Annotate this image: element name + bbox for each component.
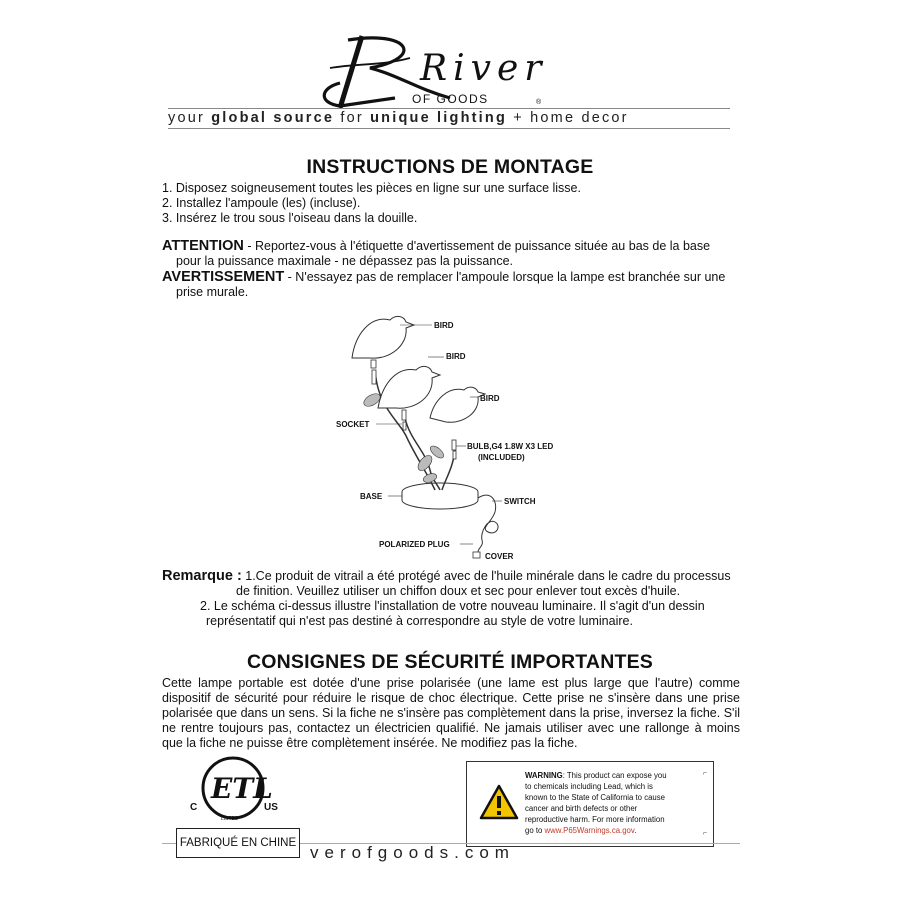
step-item: 1. Disposez soigneusement toutes les pièces en ligne sur une surface lisse. — [162, 181, 581, 195]
tagline-bottom-rule — [168, 128, 730, 129]
prop65-warning-box — [466, 761, 714, 847]
warning-triangle-icon — [479, 784, 519, 820]
label-bulb: BULB,G4 1.8W X3 LED — [467, 442, 554, 451]
svg-text:C: C — [190, 802, 198, 813]
corner-mark: ⌐ — [702, 770, 707, 777]
assembly-steps — [162, 181, 581, 226]
step-item: 3. Insérez le trou sous l'oiseau dans la douille. — [162, 211, 418, 225]
svg-text:LISTED: LISTED — [221, 816, 239, 822]
svg-text:US: US — [264, 802, 278, 813]
warning-label: WARNING — [525, 771, 563, 780]
brand-tagline: your global source for unique lighting + home decor — [168, 110, 629, 126]
label-bulb-included: (INCLUDED) — [478, 453, 525, 462]
remarque-notes: Remarque : 1.Ce produit de vitrail a été protégé avec de l'huile minérale dans le cadre du processus de finition. Veuillez utiliser un chiffon doux et sec pour enlever tout excès d'huile. 2. Le schéma ci-dessus illustre l'installation de votre nouveau luminaire. Il s'agit d'un dessin représentatif qui n'est pas destiné à correspondre au style de votre luminaire. — [162, 568, 731, 628]
safety-paragraph: Cette lampe portable est dotée d'une prise polarisée (une lame est plus large que l'autre) comme dispositif de sécurité pour réduire le risque de choc électrique. Cette prise ne s'insère dans une prise polarisée que dans un sens. Si la fiche ne s'insère pas complètement dans la prise, inversez la fiche. S'il ne rentre toujours pas, contactez un électricien qualifié. Ne jamais utiliser avec une rallonge à moins que la fiche ne puisse être complètement insérée. Ne modifiez pas la fiche. — [162, 676, 740, 750]
attention-notice: ATTENTION - Reportez-vous à l'étiquette d'avertissement de puissance située au bas de la base pour la puissance maximale - ne dépassez pas la puissance. — [162, 238, 711, 268]
label-plug: POLARIZED PLUG — [379, 540, 450, 549]
logo-wordmark: River — [420, 48, 548, 89]
label-bird: BIRD — [480, 394, 500, 403]
label-switch: SWITCH — [504, 497, 536, 506]
etl-letters: ETL — [211, 772, 273, 805]
corner-mark: ⌐ — [702, 830, 707, 837]
avertissement-label: AVERTISSEMENT — [162, 269, 285, 285]
assembly-title: INSTRUCTIONS DE MONTAGE — [306, 156, 594, 178]
label-bird: BIRD — [446, 352, 466, 361]
remarque-label: Remarque : — [162, 568, 242, 584]
website-url: verofgoods.com — [310, 843, 515, 862]
label-base: BASE — [360, 492, 383, 501]
tagline-top-rule — [168, 108, 730, 109]
step-item: 2. Installez l'ampoule (les) (incluse). — [162, 196, 361, 210]
label-bird: BIRD — [434, 321, 454, 330]
label-socket: SOCKET — [336, 420, 370, 429]
lamp-assembly-diagram — [330, 300, 580, 565]
p65-warnings-link[interactable]: www.P65Warnings.ca.gov — [544, 826, 635, 835]
svg-text:®: ® — [536, 99, 542, 106]
etl-listed-mark — [188, 752, 288, 832]
made-in-label: FABRIQUÉ EN CHINE — [176, 828, 300, 858]
logo-subtitle: OF GOODS — [412, 92, 489, 106]
avertissement-notice: AVERTISSEMENT - N'essayez pas de remplacer l'ampoule lorsque la lampe est branchée sur une prise murale. — [162, 269, 726, 299]
warning-text: WARNING: This product can expose you to chemicals including Lead, which is known to the State of California to cause cancer and birth defects or other reproductive harm. For more information go to www.P65Warnings.ca.gov. — [525, 771, 667, 835]
brand-logo — [300, 28, 560, 118]
safety-title: CONSIGNES DE SÉCURITÉ IMPORTANTES — [246, 651, 654, 673]
label-cover: COVER — [485, 552, 514, 561]
attention-label: ATTENTION — [162, 238, 244, 254]
